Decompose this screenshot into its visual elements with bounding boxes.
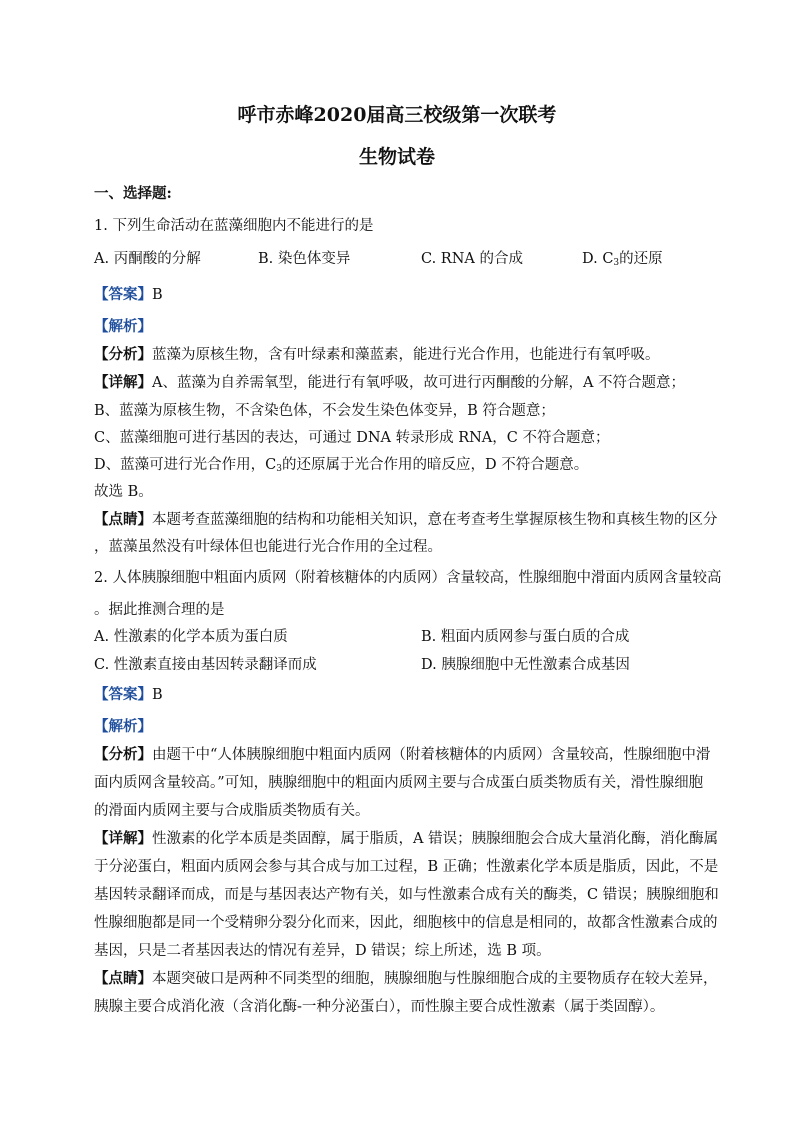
xiangjie-tag: 【详解】 xyxy=(94,830,152,847)
q1-line-d xyxy=(94,455,588,479)
dianjing-tag: 【点睛】 xyxy=(94,511,152,528)
q1-dianjing xyxy=(94,510,718,530)
q2-fenxi-line3: 的滑面内质网主要与合成脂质类物质有关。 xyxy=(94,803,370,819)
q1-line-b: B、蓝藻为原核生物，不含染色体，不会发生染色体变异，B 符合题意； xyxy=(94,403,555,419)
q2-xiangjie-line4: 性腺细胞都是同一个受精卵分裂分化而来，因此，细胞核中的信息是相同的，故都含性激素合成的 xyxy=(94,915,718,931)
q1-line-d-prefix: D、蓝藻可进行光合作用，C xyxy=(94,457,277,473)
fenxi-tag: 【分析】 xyxy=(94,346,152,363)
q2-answer xyxy=(94,685,163,705)
q2-xiangjie xyxy=(94,829,718,849)
q1-option-d-subscript: 3 xyxy=(613,258,620,268)
fenxi-tag: 【分析】 xyxy=(94,746,152,763)
xiangjie-text: A、蓝藻为自养需氧型，能进行有氧呼吸，故可进行丙酮酸的分解，A 不符合题意； xyxy=(152,375,686,391)
q1-line-d-suffix: 的还原属于光合作用的暗反应，D 不符合题意。 xyxy=(281,457,589,473)
dianjing-tag: 【点睛】 xyxy=(94,970,152,987)
q2-fenxi-line2: 面内质网含量较高。”可知，胰腺细胞中的粗面内质网主要与合成蛋白质类物质有关，滑性腺细胞 xyxy=(94,775,704,791)
q1-option-d-prefix: D. C xyxy=(582,251,614,267)
q1-stem: 1. 下列生命活动在蓝藻细胞内不能进行的是 xyxy=(94,218,374,234)
q2-xiangjie-line2: 于分泌蛋白，粗面内质网会参与其合成与加工过程，B 正确；性激素化学本质是脂质，因此，不是 xyxy=(94,859,719,875)
q2-analysis-label xyxy=(94,717,152,737)
q1-option-a: A. 丙酮酸的分解 xyxy=(94,251,201,267)
q2-option-a: A. 性激素的化学本质为蛋白质 xyxy=(94,629,288,645)
dianjing-text: 本题突破口是两种不同类型的细胞，胰腺细胞与性腺细胞合成的主要物质存在较大差异， xyxy=(152,971,718,987)
q1-answer xyxy=(94,285,163,305)
q2-option-d: D. 胰腺细胞中无性激素合成基因 xyxy=(421,657,630,673)
section-heading: 一、选择题: xyxy=(94,185,172,202)
q1-analysis-label xyxy=(94,317,152,337)
q2-dianjing xyxy=(94,969,718,989)
q2-xiangjie-line3: 基因转录翻译而成，而是与基因表达产物有关，如与性激素合成有关的酶类，C 错误；胰腺细胞和 xyxy=(94,887,719,903)
q1-xiangjie xyxy=(94,373,685,393)
answer-tag: 【答案】 xyxy=(94,686,152,703)
fenxi-text: 蓝藻为原核生物，含有叶绿素和藻蓝素，能进行光合作用，也能进行有氧呼吸。 xyxy=(152,347,660,363)
analysis-tag: 【解析】 xyxy=(94,318,152,335)
answer-value: B xyxy=(152,287,163,303)
q2-fenxi xyxy=(94,745,710,765)
q1-option-c: C. RNA 的合成 xyxy=(421,251,523,267)
dianjing-text: 本题考查蓝藻细胞的结构和功能相关知识，意在考查考生掌握原核生物和真核生物的区分 xyxy=(152,512,718,528)
q1-option-d-suffix: 的还原 xyxy=(619,251,663,267)
q2-option-b: B. 粗面内质网参与蛋白质的合成 xyxy=(421,629,630,645)
fenxi-text: 由题干中“人体胰腺细胞中粗面内质网（附着核糖体的内质网）含量较高，性腺细胞中滑 xyxy=(152,747,711,763)
xiangjie-tag: 【详解】 xyxy=(94,374,152,391)
q1-option-d xyxy=(582,249,663,273)
page-subtitle: 生物试卷 xyxy=(358,146,435,168)
q2-option-c: C. 性激素直接由基因转录翻译而成 xyxy=(94,657,317,673)
analysis-tag: 【解析】 xyxy=(94,718,152,735)
q1-dianjing-cont: ，蓝藻虽然没有叶绿体但也能进行光合作用的全过程。 xyxy=(94,539,442,555)
q2-xiangjie-line5: 基因，只是二者基因表达的情况有差异，D 错误；综上所述，选 B 项。 xyxy=(94,943,551,959)
q1-conclusion: 故选 B。 xyxy=(94,484,153,500)
q1-option-b: B. 染色体变异 xyxy=(258,251,351,267)
q2-stem: 2. 人体胰腺细胞中粗面内质网（附着核糖体的内质网）含量较高，性腺细胞中滑面内质网含量较高 xyxy=(94,570,722,586)
q1-fenxi xyxy=(94,345,660,365)
xiangjie-text: 性激素的化学本质是类固醇，属于脂质，A 错误；胰腺细胞会合成大量消化酶，消化酶属 xyxy=(152,831,719,847)
page-title: 呼市赤峰2020届高三校级第一次联考 xyxy=(237,104,557,126)
q2-stem-cont: 。据此推测合理的是 xyxy=(94,602,225,618)
q2-dianjing-cont: 胰腺主要合成消化液（含消化酶-一种分泌蛋白），而性腺主要合成性激素（属于类固醇）。 xyxy=(94,999,665,1015)
q1-line-c: C、蓝藻细胞可进行基因的表达，可通过 DNA 转录形成 RNA，C 不符合题意； xyxy=(94,430,610,446)
q1-line-d-subscript: 3 xyxy=(276,464,282,474)
answer-value: B xyxy=(152,687,163,703)
answer-tag: 【答案】 xyxy=(94,286,152,303)
